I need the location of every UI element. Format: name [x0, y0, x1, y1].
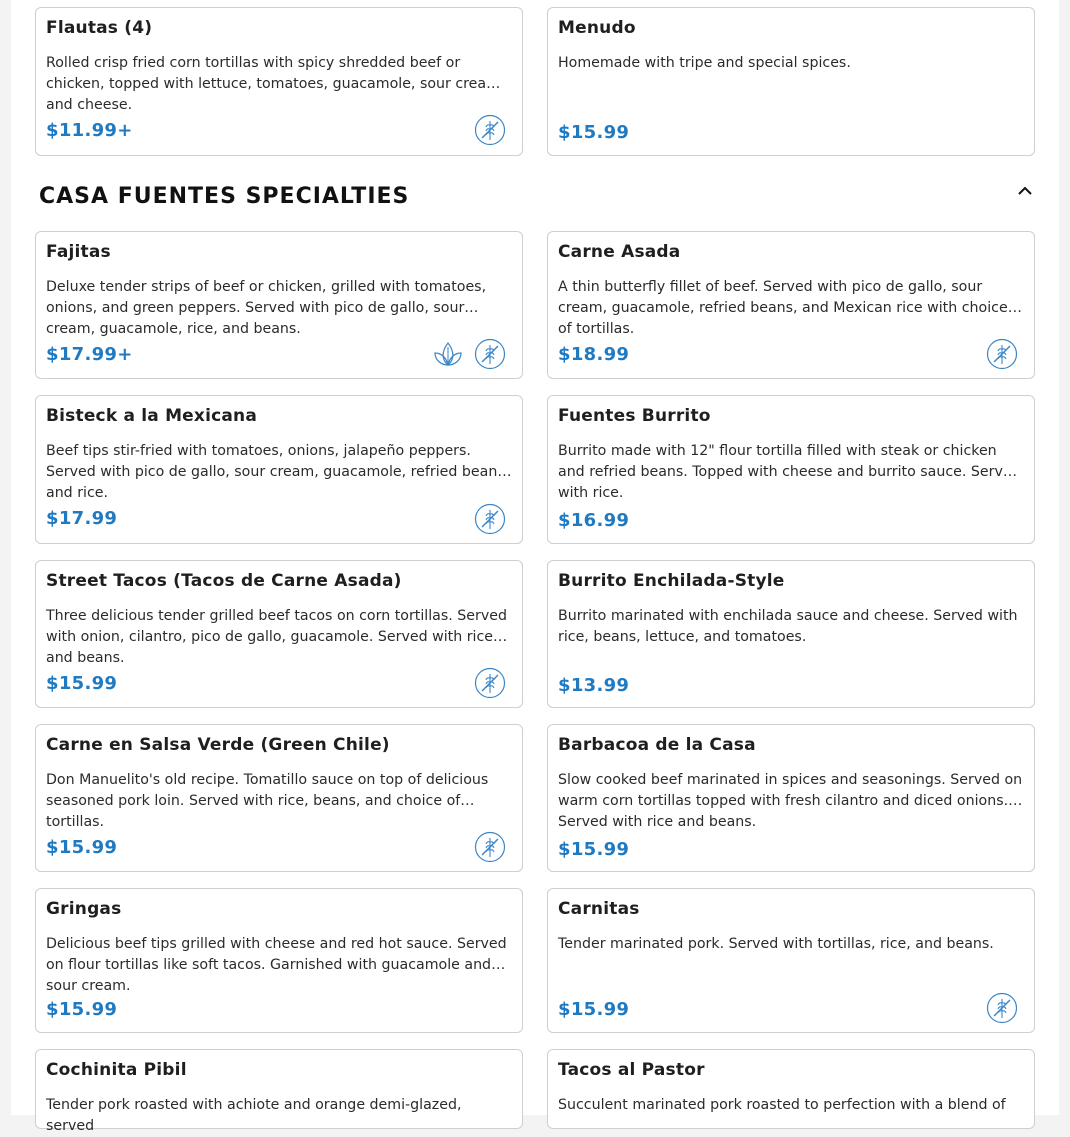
item-name: Carnitas	[558, 899, 640, 919]
chevron-up-icon[interactable]	[1015, 181, 1035, 201]
item-name: Bisteck a la Mexicana	[46, 406, 258, 426]
menu-item-card[interactable]	[547, 724, 1035, 872]
menu-page	[11, 0, 1059, 1134]
item-price: $15.99	[558, 839, 630, 860]
item-description: Slow cooked beef marinated in spices and seasonings. Served on warm corn tortillas topped with fresh cilantro and diced onions. Served with rice and beans.	[558, 772, 1023, 830]
item-description: Succulent marinated pork roasted to perfection with a blend of	[558, 1097, 1006, 1113]
menu-item-card[interactable]	[547, 888, 1035, 1033]
gluten-free-icon	[474, 831, 506, 863]
item-price: $18.99	[558, 344, 630, 365]
item-description: A thin butterfly fillet of beef. Served with pico de gallo, sour cream, guacamole, refried beans, and Mexican rice with choice of tortillas.	[558, 279, 1008, 337]
gluten-free-icon	[474, 114, 506, 146]
item-name: Barbacoa de la Casa	[558, 735, 756, 755]
menu-item-card[interactable]	[35, 231, 523, 379]
menu-item-card[interactable]	[35, 888, 523, 1033]
menu-item-card[interactable]	[547, 395, 1035, 544]
item-description: Beef tips stir-fried with tomatoes, onions, jalapeño peppers. Served with pico de gallo, sour cream, guacamole, refried beans, and rice.	[46, 443, 510, 501]
item-name: Fajitas	[46, 242, 111, 262]
item-name: Carne Asada	[558, 242, 681, 262]
item-name: Tacos al Pastor	[558, 1060, 705, 1080]
gluten-free-icon	[986, 338, 1018, 370]
menu-item-card[interactable]	[35, 7, 523, 156]
item-name: Menudo	[558, 18, 636, 38]
menu-item-card[interactable]	[35, 560, 523, 708]
item-description: Tender marinated pork. Served with tortillas, rice, and beans.	[558, 936, 994, 952]
item-name: Fuentes Burrito	[558, 406, 711, 426]
item-name: Burrito Enchilada-Style	[558, 571, 785, 591]
menu-item-card[interactable]	[547, 1049, 1035, 1129]
item-price: $15.99	[558, 122, 630, 143]
gluten-free-icon	[474, 503, 506, 535]
item-price: $13.99	[558, 675, 630, 696]
item-description: Rolled crisp fried corn tortillas with spicy shredded beef or chicken, topped with lettuce, tomatoes, guacamole, sour cream, and cheese.	[46, 55, 505, 113]
item-description: Tender pork roasted with achiote and orange demi-glazed, served	[46, 1097, 462, 1134]
item-price: $15.99	[558, 999, 630, 1020]
vegetarian-icon	[432, 338, 464, 370]
item-name: Street Tacos (Tacos de Carne Asada)	[46, 571, 402, 591]
item-description: Delicious beef tips grilled with cheese and red hot sauce. Served on flour tortillas like soft tacos. Garnished with guacamole and sour cream.	[46, 936, 507, 994]
item-name: Flautas (4)	[46, 18, 153, 38]
gluten-free-icon	[474, 667, 506, 699]
menu-item-card[interactable]	[547, 7, 1035, 156]
menu-item-card[interactable]	[547, 231, 1035, 379]
item-price: $15.99	[46, 673, 118, 694]
menu-item-card[interactable]	[35, 724, 523, 872]
item-description: Burrito made with 12" flour tortilla filled with steak or chicken and refried beans. Topped with cheese and burrito sauce. Served with rice.	[558, 443, 1021, 501]
item-description: Burrito marinated with enchilada sauce and cheese. Served with rice, beans, lettuce, and tomatoes.	[558, 608, 1018, 645]
item-description: Homemade with tripe and special spices.	[558, 55, 851, 71]
item-description: Three delicious tender grilled beef tacos on corn tortillas. Served with onion, cilantro, pico de gallo, guacamole. Served with rice and beans.	[46, 608, 507, 666]
item-name: Cochinita Pibil	[46, 1060, 187, 1080]
item-price: $11.99+	[46, 120, 133, 141]
item-description: Don Manuelito's old recipe. Tomatillo sauce on top of delicious seasoned pork loin. Served with rice, beans, and choice of tortillas.	[46, 772, 489, 830]
item-name: Carne en Salsa Verde (Green Chile)	[46, 735, 390, 755]
gluten-free-icon	[474, 338, 506, 370]
menu-item-card[interactable]	[35, 1049, 523, 1134]
menu-item-card[interactable]	[547, 560, 1035, 708]
gluten-free-icon	[986, 992, 1018, 1024]
item-price: $17.99+	[46, 344, 133, 365]
item-description: Deluxe tender strips of beef or chicken, grilled with tomatoes, onions, and green peppers. Served with pico de gallo, sour cream, guacamole, rice, and beans.	[46, 279, 487, 337]
section-title: CASA FUENTES SPECIALTIES	[39, 184, 410, 209]
item-price: $17.99	[46, 508, 118, 529]
menu-item-card[interactable]	[35, 395, 523, 544]
item-name: Gringas	[46, 899, 122, 919]
item-price: $16.99	[558, 510, 630, 531]
item-price: $15.99	[46, 837, 118, 858]
item-price: $15.99	[46, 999, 118, 1020]
